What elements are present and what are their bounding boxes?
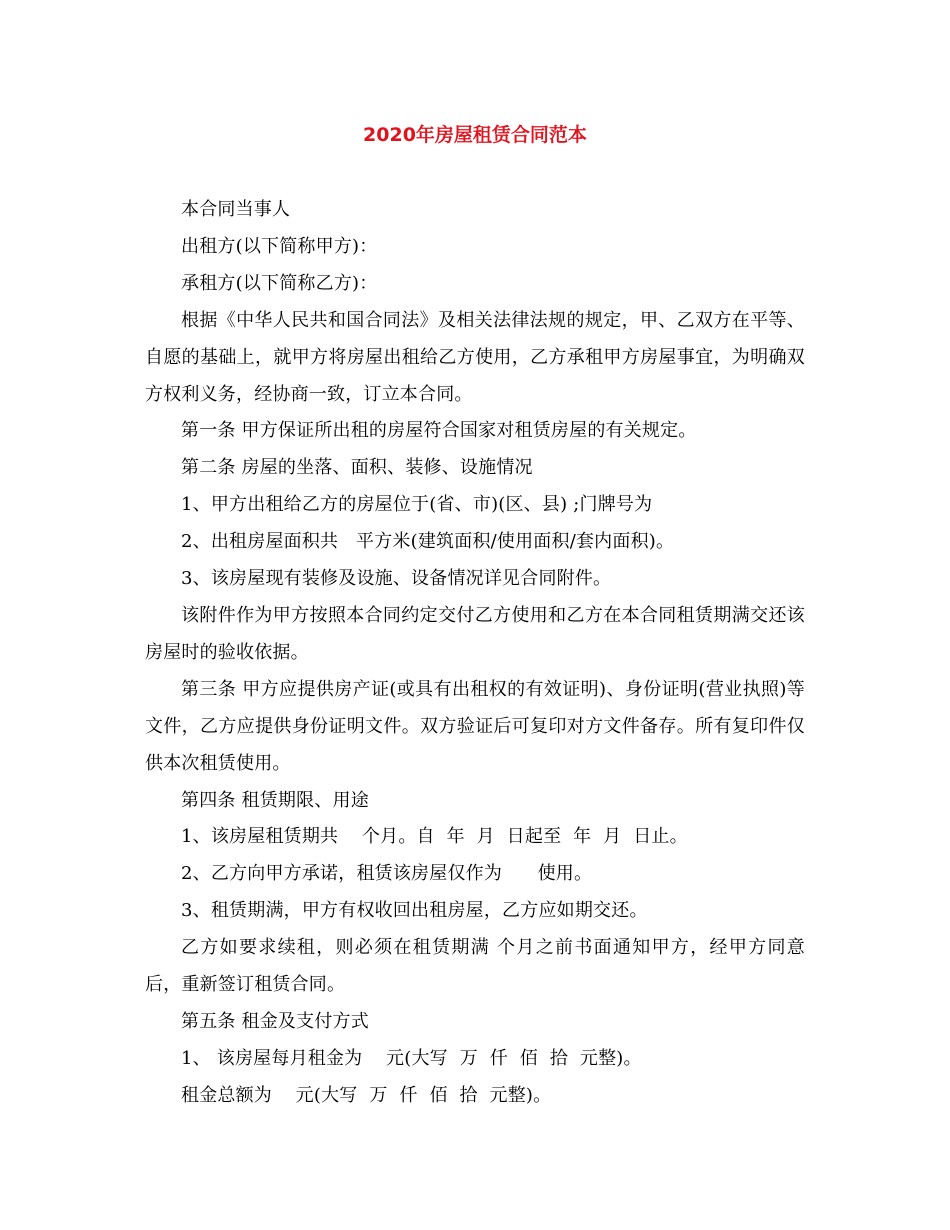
paragraph: 承租方(以下简称乙方)： xyxy=(181,272,378,294)
paragraph: 该附件作为甲方按照本合同约定交付乙方使用和乙方在本合同租赁期满交还该房屋时的验收依据。 xyxy=(145,604,805,663)
paragraph: 3、租赁期满，甲方有权收回出租房屋，乙方应如期交还。 xyxy=(181,900,648,922)
paragraph: 第四条 租赁期限、用途 xyxy=(181,789,369,811)
paragraph: 2、乙方向甲方承诺，租赁该房屋仅作为 使用。 xyxy=(181,863,593,885)
paragraph: 乙方如要求续租，则必须在租赁期满 个月之前书面通知甲方，经甲方同意后，重新签订租赁合同。 xyxy=(145,937,805,996)
paragraph: 出租方(以下简称甲方)： xyxy=(181,235,378,257)
paragraph: 第五条 租金及支付方式 xyxy=(181,1010,369,1032)
paragraph: 3、该房屋现有装修及设施、设备情况详见合同附件。 xyxy=(181,568,612,590)
paragraph: 本合同当事人 xyxy=(181,199,291,220)
paragraph: 1、该房屋租赁期共 个月。自 年 月 日起至 年 月 日止。 xyxy=(181,826,688,848)
paragraph: 第三条 甲方应提供房产证(或具有出租权的有效证明)、身份证明(营业执照)等文件，乙方应提供身份证明文件。双方验证后可复印对方文件备存。所有复印件仅供本次租赁使用。 xyxy=(145,678,805,774)
paragraph: 1、 该房屋每月租金为 元(大写 万 仟 佰 拾 元整)。 xyxy=(181,1047,642,1069)
paragraph: 根据《中华人民共和国合同法》及相关法律法规的规定，甲、乙双方在平等、自愿的基础上，就甲方将房屋出租给乙方使用，乙方承租甲方房屋事宜，为明确双方权利义务，经协商一致，订立本合同。 xyxy=(145,309,805,405)
paragraph: 1、甲方出租给乙方的房屋位于(省、市)(区、县) ;门牌号为 xyxy=(181,494,653,516)
document-title: 2020年房屋租赁合同范本 xyxy=(363,124,587,146)
document-body xyxy=(145,192,805,1115)
paragraph: 第一条 甲方保证所出租的房屋符合国家对租赁房屋的有关规定。 xyxy=(181,420,697,442)
paragraph: 第二条 房屋的坐落、面积、装修、设施情况 xyxy=(181,457,533,479)
paragraph: 租金总额为 元(大写 万 仟 佰 拾 元整)。 xyxy=(181,1084,552,1106)
paragraph: 2、出租房屋面积共 平方米(建筑面积/使用面积/套内面积)。 xyxy=(181,531,675,553)
